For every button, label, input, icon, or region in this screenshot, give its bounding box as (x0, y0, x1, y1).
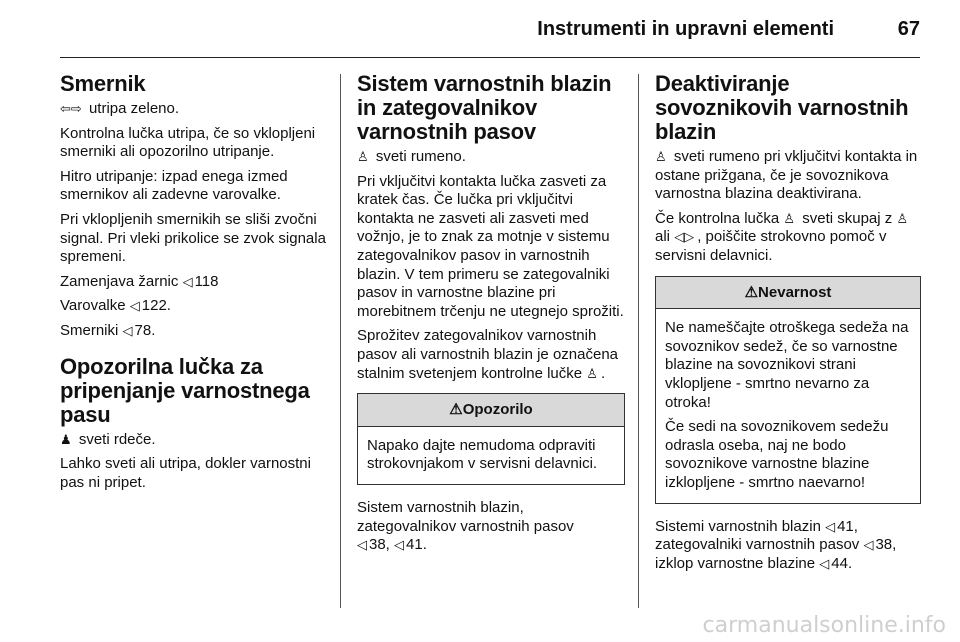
section-heading: Opozorilna lučka za pripenjanje varnostnega pasu (60, 353, 310, 427)
paragraph-text: sveti rumeno. (375, 148, 466, 165)
reference-arrow-icon: ◁ (819, 555, 830, 571)
warning-box (357, 393, 625, 485)
warning-box-header (358, 394, 624, 427)
turn-signal-icon: ⇦⇨ (60, 101, 82, 116)
paragraph: Če sedi na sovoznikovem sedežu odrasla oseba, naj ne bodo sovoznikove varnostne blazine izklopljene - smrtno naevarno! (665, 418, 889, 491)
reference-arrow-icon: ◁ (122, 322, 133, 338)
reference-page: 41, (837, 517, 858, 535)
cross-reference[interactable] (655, 555, 921, 574)
reference-page: 41. (406, 536, 427, 554)
reference-text: Sistem varnostnih blazin, zategovalnikov varnostnih pasov (357, 498, 574, 535)
reference-arrow-icon: ◁ (182, 273, 193, 289)
reference-text: Zamenjava žarnic (60, 272, 179, 290)
reference-page: 38, (875, 536, 897, 554)
danger-box (655, 276, 921, 504)
reference-text: izklop varnostne blazine (655, 554, 816, 572)
column-divider (638, 74, 639, 608)
page-number: 67 (897, 18, 920, 40)
paragraph: Ne nameščajte otroškega sedeža na sovoznikov sedež, če so varnostne blazine na sovoznikovi strani vklopljene - smrtno nevarno za otroka! (665, 319, 909, 411)
airbag-off-icon: ♙ (655, 149, 667, 164)
paragraph: Kontrolna lučka utripa, če so vklopljeni smerniki ali opozorilno utripanje. (60, 124, 316, 161)
reference-arrow-icon: ◁ (357, 537, 367, 553)
paragraph-text: utripa zeleno. (88, 100, 180, 117)
reference-page: 44. (831, 554, 853, 572)
warning-box-title: Opozorilo (462, 401, 533, 419)
seatbelt-icon: ♟ (60, 431, 72, 447)
airbag-off-icon: ♙ (783, 210, 796, 226)
paragraph: Napako dajte nemudoma odpraviti strokovnjakom v servisni delavnici. (367, 436, 598, 473)
paragraph-text: sveti rdeče. (78, 430, 156, 448)
cross-reference[interactable] (655, 518, 921, 537)
section-heading: Deaktiviranje sovoznikovih varnostnih blazin (655, 71, 909, 144)
page-header (0, 0, 960, 56)
cross-reference[interactable] (655, 536, 921, 555)
warning-icon: ⚠ (744, 283, 759, 301)
airbag-icon: ♙ (586, 365, 598, 381)
column-divider (340, 74, 341, 608)
column-1 (60, 72, 330, 498)
paragraph: Pri vklopljenih smernikih se sliši zvočni signal. Pri vleki prikolice se zvok signala spremeni. (60, 210, 326, 266)
paragraph-text: , poiščite strokovno pomoč v servisni delavnici. (655, 228, 887, 264)
paragraph (60, 100, 330, 119)
danger-box-header (656, 277, 920, 310)
column-2 (357, 72, 625, 561)
warning-box-body (358, 427, 624, 484)
danger-box-body (656, 309, 920, 502)
paragraph: Hitro utripanje: izpad enega izmed smernikov ali zadevne varovalke. (60, 167, 288, 204)
reference-text: Sistemi varnostnih blazin (655, 517, 821, 535)
paragraph (655, 210, 921, 266)
paragraph-text: sveti rumeno pri vključitvi kontakta in ostane prižgana, če je sovoznikova varnostna blazina deaktivirana. (655, 148, 918, 203)
cross-reference[interactable] (60, 273, 330, 292)
section-heading: Smernik (60, 71, 146, 96)
reference-text: Smerniki (60, 321, 119, 339)
paragraph: Sprožitev zategovalnikov varnostnih pasov ali varnostnih blazin je označena stalnim svetenjem kontrolne lučke ♙ . (357, 327, 618, 382)
airbag-on-icon: ◁▷ (674, 229, 695, 245)
danger-box-title: Nevarnost (758, 283, 832, 301)
airbag-icon: ♙ (896, 210, 909, 226)
cross-reference[interactable] (60, 322, 330, 341)
header-rule (60, 57, 920, 58)
paragraph-text: Če kontrolna lučka (655, 209, 780, 227)
paragraph-text: ali (655, 228, 671, 246)
reference-arrow-icon: ◁ (129, 298, 140, 314)
header-title: Instrumenti in upravni elementi (537, 18, 834, 40)
reference-arrow-icon: ◁ (825, 518, 836, 534)
paragraph: Pri vključitvi kontakta lučka zasveti za kratek čas. Če lučka pri vključitvi kontakta ne zasveti ali zasveti med vožnjo, je to znak za motnje v sistemu zategovalnikov pasov in varnostnih blazin. V tem primeru se zategovalniki pasov in varnostne blazine pri morebitnem trčenju ne utegnejo sprožiti. (357, 172, 624, 320)
paragraph (357, 148, 625, 167)
section-heading: Sistem varnostnih blazin in zategovalnikov varnostnih pasov (357, 71, 612, 144)
watermark: carmanualsonline.info (702, 613, 946, 638)
paragraph: Lahko sveti ali utripa, dokler varnostni pas ni pripet. (60, 455, 311, 491)
paragraph-text: Sprožitev zategovalnikov varnostnih pasov ali varnostnih blazin je označena stalnim svetenjem kontrolne lučke (357, 327, 618, 382)
cross-reference[interactable] (357, 499, 625, 555)
warning-icon: ⚠ (449, 401, 463, 419)
reference-page: 78. (134, 321, 156, 339)
paragraph (655, 148, 921, 204)
column-3 (655, 72, 921, 573)
reference-text: zategovalniki varnostnih pasov (655, 536, 860, 554)
reference-page: 38, (369, 536, 390, 554)
paragraph (60, 431, 330, 450)
reference-page: 122. (141, 297, 171, 315)
cross-reference[interactable] (60, 297, 330, 316)
reference-page: 118 (194, 272, 219, 290)
reference-arrow-icon: ◁ (394, 537, 405, 553)
airbag-icon: ♙ (357, 149, 369, 164)
paragraph-text: sveti skupaj z (802, 209, 893, 227)
reference-text: Varovalke (60, 297, 126, 315)
reference-arrow-icon: ◁ (863, 537, 874, 553)
